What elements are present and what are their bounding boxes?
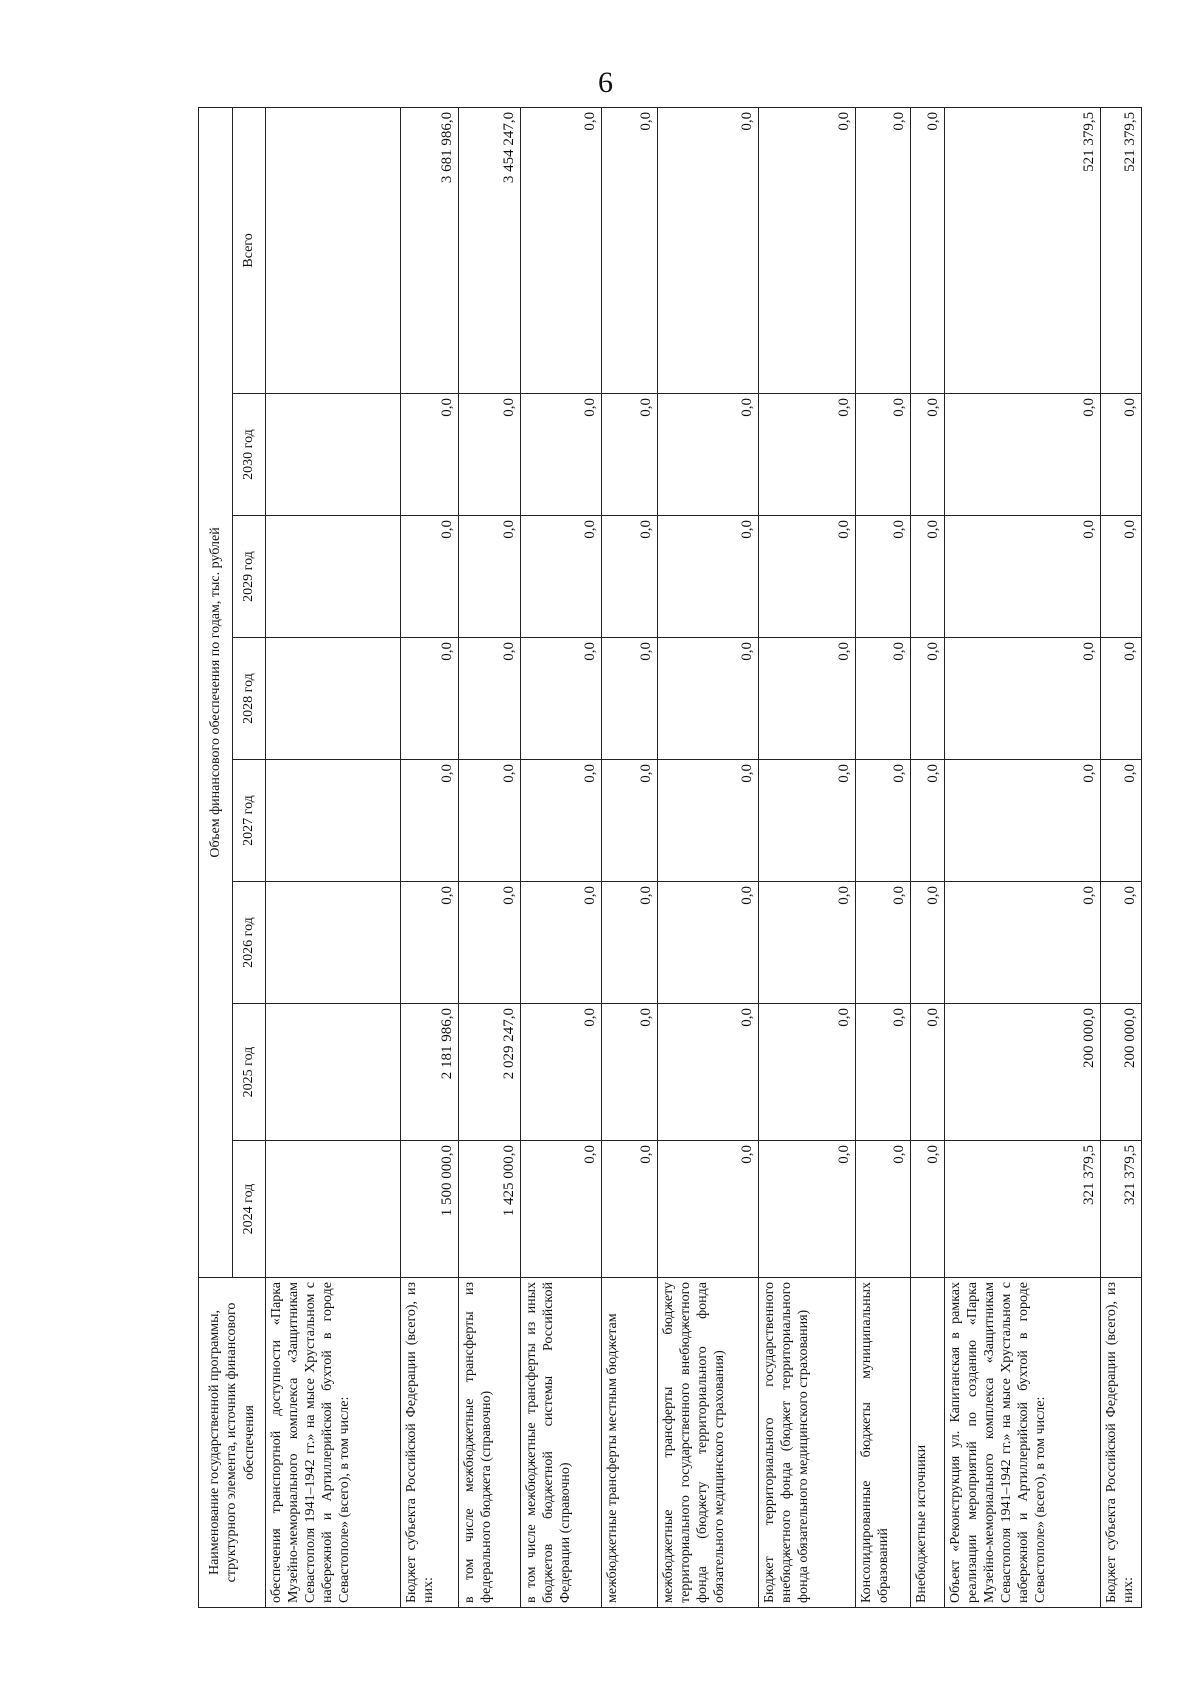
header-group-volume: Объем финансового обеспечения по годам, тыс. рублей xyxy=(199,107,233,1277)
cell-2025 xyxy=(266,1004,401,1141)
cell-2028: 0,0 xyxy=(401,638,459,760)
cell-2026: 0,0 xyxy=(1101,882,1142,1004)
row-label: в том числе межбюджетные трансферты из федерального бюджета (справочно) xyxy=(459,1278,521,1608)
cell-2029 xyxy=(266,516,401,638)
cell-total: 3 681 986,0 xyxy=(401,107,459,393)
cell-2025: 0,0 xyxy=(856,1004,911,1141)
cell-2024 xyxy=(266,1141,401,1278)
cell-2024: 321 379,5 xyxy=(1101,1141,1142,1278)
rotated-table-frame xyxy=(198,108,1141,1608)
table-container xyxy=(198,108,1141,1608)
cell-2027: 0,0 xyxy=(911,760,945,882)
table-row xyxy=(401,107,459,1607)
cell-total: 0,0 xyxy=(521,107,602,393)
cell-2029: 0,0 xyxy=(658,516,759,638)
cell-total: 0,0 xyxy=(602,107,658,393)
cell-2027 xyxy=(266,760,401,882)
cell-2030: 0,0 xyxy=(401,394,459,516)
cell-2024: 321 379,5 xyxy=(945,1141,1101,1278)
cell-2026: 0,0 xyxy=(759,882,856,1004)
cell-total: 3 454 247,0 xyxy=(459,107,521,393)
cell-2024: 0,0 xyxy=(856,1141,911,1278)
cell-2027: 0,0 xyxy=(602,760,658,882)
cell-2024: 0,0 xyxy=(911,1141,945,1278)
table-row xyxy=(521,107,602,1607)
cell-2026 xyxy=(266,882,401,1004)
cell-2026: 0,0 xyxy=(856,882,911,1004)
header-name-column: Наименование государственной программы, структурного элемента, источник финансового обеспечения xyxy=(199,1278,266,1608)
cell-2025: 0,0 xyxy=(911,1004,945,1141)
row-label: Бюджет субъекта Российской Федерации (всего), из них: xyxy=(401,1278,459,1608)
cell-2027: 0,0 xyxy=(1101,760,1142,882)
header-year-2024: 2024 год xyxy=(233,1141,266,1278)
cell-2024: 0,0 xyxy=(658,1141,759,1278)
header-year-2030: 2030 год xyxy=(233,394,266,516)
cell-2026: 0,0 xyxy=(602,882,658,1004)
cell-2029: 0,0 xyxy=(521,516,602,638)
cell-total: 521 379,5 xyxy=(945,107,1101,393)
cell-2028: 0,0 xyxy=(911,638,945,760)
row-label: Бюджет субъекта Российской Федерации (всего), из них: xyxy=(1101,1278,1142,1608)
cell-2029: 0,0 xyxy=(856,516,911,638)
table-row xyxy=(1101,107,1142,1607)
table-row xyxy=(911,107,945,1607)
table-row xyxy=(759,107,856,1607)
header-year-2028: 2028 год xyxy=(233,638,266,760)
cell-2028: 0,0 xyxy=(521,638,602,760)
cell-2030: 0,0 xyxy=(759,394,856,516)
cell-2024: 0,0 xyxy=(602,1141,658,1278)
cell-2025: 2 181 986,0 xyxy=(401,1004,459,1141)
header-year-2029: 2029 год xyxy=(233,516,266,638)
cell-2026: 0,0 xyxy=(658,882,759,1004)
cell-2030: 0,0 xyxy=(602,394,658,516)
cell-2028: 0,0 xyxy=(602,638,658,760)
cell-2024: 0,0 xyxy=(521,1141,602,1278)
row-label: Внебюджетные источники xyxy=(911,1278,945,1608)
cell-total: 0,0 xyxy=(856,107,911,393)
table-row xyxy=(602,107,658,1607)
cell-2027: 0,0 xyxy=(945,760,1101,882)
cell-2029: 0,0 xyxy=(602,516,658,638)
row-label: обеспечения транспортной доступности «Парка Музейно-мемориального комплекса «Защитникам Севастополя 1941–1942 гг.» на мысе Хрустальном с набережной и Артиллерийской бухтой в городе Севастополе» (всего), в том числе: xyxy=(266,1278,401,1608)
cell-2026: 0,0 xyxy=(401,882,459,1004)
cell-2030 xyxy=(266,394,401,516)
cell-total: 0,0 xyxy=(911,107,945,393)
cell-2026: 0,0 xyxy=(911,882,945,1004)
cell-total: 0,0 xyxy=(658,107,759,393)
cell-2028: 0,0 xyxy=(856,638,911,760)
cell-2024: 1 425 000,0 xyxy=(459,1141,521,1278)
page-number: 6 xyxy=(598,66,613,99)
cell-2027: 0,0 xyxy=(856,760,911,882)
cell-2029: 0,0 xyxy=(759,516,856,638)
cell-2030: 0,0 xyxy=(856,394,911,516)
cell-2024: 1 500 000,0 xyxy=(401,1141,459,1278)
cell-2030: 0,0 xyxy=(945,394,1101,516)
cell-2029: 0,0 xyxy=(911,516,945,638)
cell-2028: 0,0 xyxy=(1101,638,1142,760)
cell-2025: 0,0 xyxy=(521,1004,602,1141)
cell-2030: 0,0 xyxy=(911,394,945,516)
cell-2030: 0,0 xyxy=(521,394,602,516)
cell-2028: 0,0 xyxy=(759,638,856,760)
cell-2026: 0,0 xyxy=(945,882,1101,1004)
cell-2029: 0,0 xyxy=(1101,516,1142,638)
cell-2026: 0,0 xyxy=(459,882,521,1004)
cell-2025: 0,0 xyxy=(759,1004,856,1141)
cell-2028 xyxy=(266,638,401,760)
cell-2027: 0,0 xyxy=(658,760,759,882)
row-label: межбюджетные трансферты местным бюджетам xyxy=(602,1278,658,1608)
cell-2025: 200 000,0 xyxy=(945,1004,1101,1141)
cell-2024: 0,0 xyxy=(759,1141,856,1278)
cell-2030: 0,0 xyxy=(658,394,759,516)
cell-2027: 0,0 xyxy=(459,760,521,882)
row-label: Объект «Реконструкция ул. Капитанская в рамках реализации мероприятий по созданию «Парка Музейно-мемориального комплекса «Защитникам Севастополя 1941–1942 гг.» на мысе Хрустальном с набережной и Артиллерийской бухтой в городе Севастополе» (всего), в том числе: xyxy=(945,1278,1101,1608)
cell-2026: 0,0 xyxy=(521,882,602,1004)
row-label: в том числе межбюджетные трансферты из иных бюджетов бюджетной системы Российской Федерации (справочно) xyxy=(521,1278,602,1608)
header-total: Всего xyxy=(233,107,266,393)
table-row xyxy=(945,107,1101,1607)
table-row xyxy=(658,107,759,1607)
table-row xyxy=(266,107,401,1607)
row-label: Бюджет территориального государственного внебюджетного фонда (бюджет территориального фонда обязательного медицинского страхования) xyxy=(759,1278,856,1608)
cell-2025: 0,0 xyxy=(658,1004,759,1141)
cell-2025: 2 029 247,0 xyxy=(459,1004,521,1141)
table-row xyxy=(856,107,911,1607)
cell-2027: 0,0 xyxy=(401,760,459,882)
cell-2025: 0,0 xyxy=(602,1004,658,1141)
cell-2029: 0,0 xyxy=(459,516,521,638)
cell-2030: 0,0 xyxy=(1101,394,1142,516)
row-label: Консолидированные бюджеты муниципальных образований xyxy=(856,1278,911,1608)
row-label: межбюджетные трансферты бюджету территориального государственного внебюджетного фонда (бюджету территориального фонда обязательного медицинского страхования) xyxy=(658,1278,759,1608)
financing-table xyxy=(198,107,1142,1608)
cell-2028: 0,0 xyxy=(658,638,759,760)
cell-2027: 0,0 xyxy=(521,760,602,882)
header-year-2025: 2025 год xyxy=(233,1004,266,1141)
cell-total xyxy=(266,107,401,393)
cell-2030: 0,0 xyxy=(459,394,521,516)
cell-2028: 0,0 xyxy=(945,638,1101,760)
cell-2027: 0,0 xyxy=(759,760,856,882)
cell-2028: 0,0 xyxy=(459,638,521,760)
cell-2029: 0,0 xyxy=(401,516,459,638)
header-year-2026: 2026 год xyxy=(233,882,266,1004)
header-year-2027: 2027 год xyxy=(233,760,266,882)
cell-2025: 200 000,0 xyxy=(1101,1004,1142,1141)
header-row-group xyxy=(199,107,233,1607)
cell-total: 521 379,5 xyxy=(1101,107,1142,393)
cell-2029: 0,0 xyxy=(945,516,1101,638)
table-row xyxy=(459,107,521,1607)
cell-total: 0,0 xyxy=(759,107,856,393)
